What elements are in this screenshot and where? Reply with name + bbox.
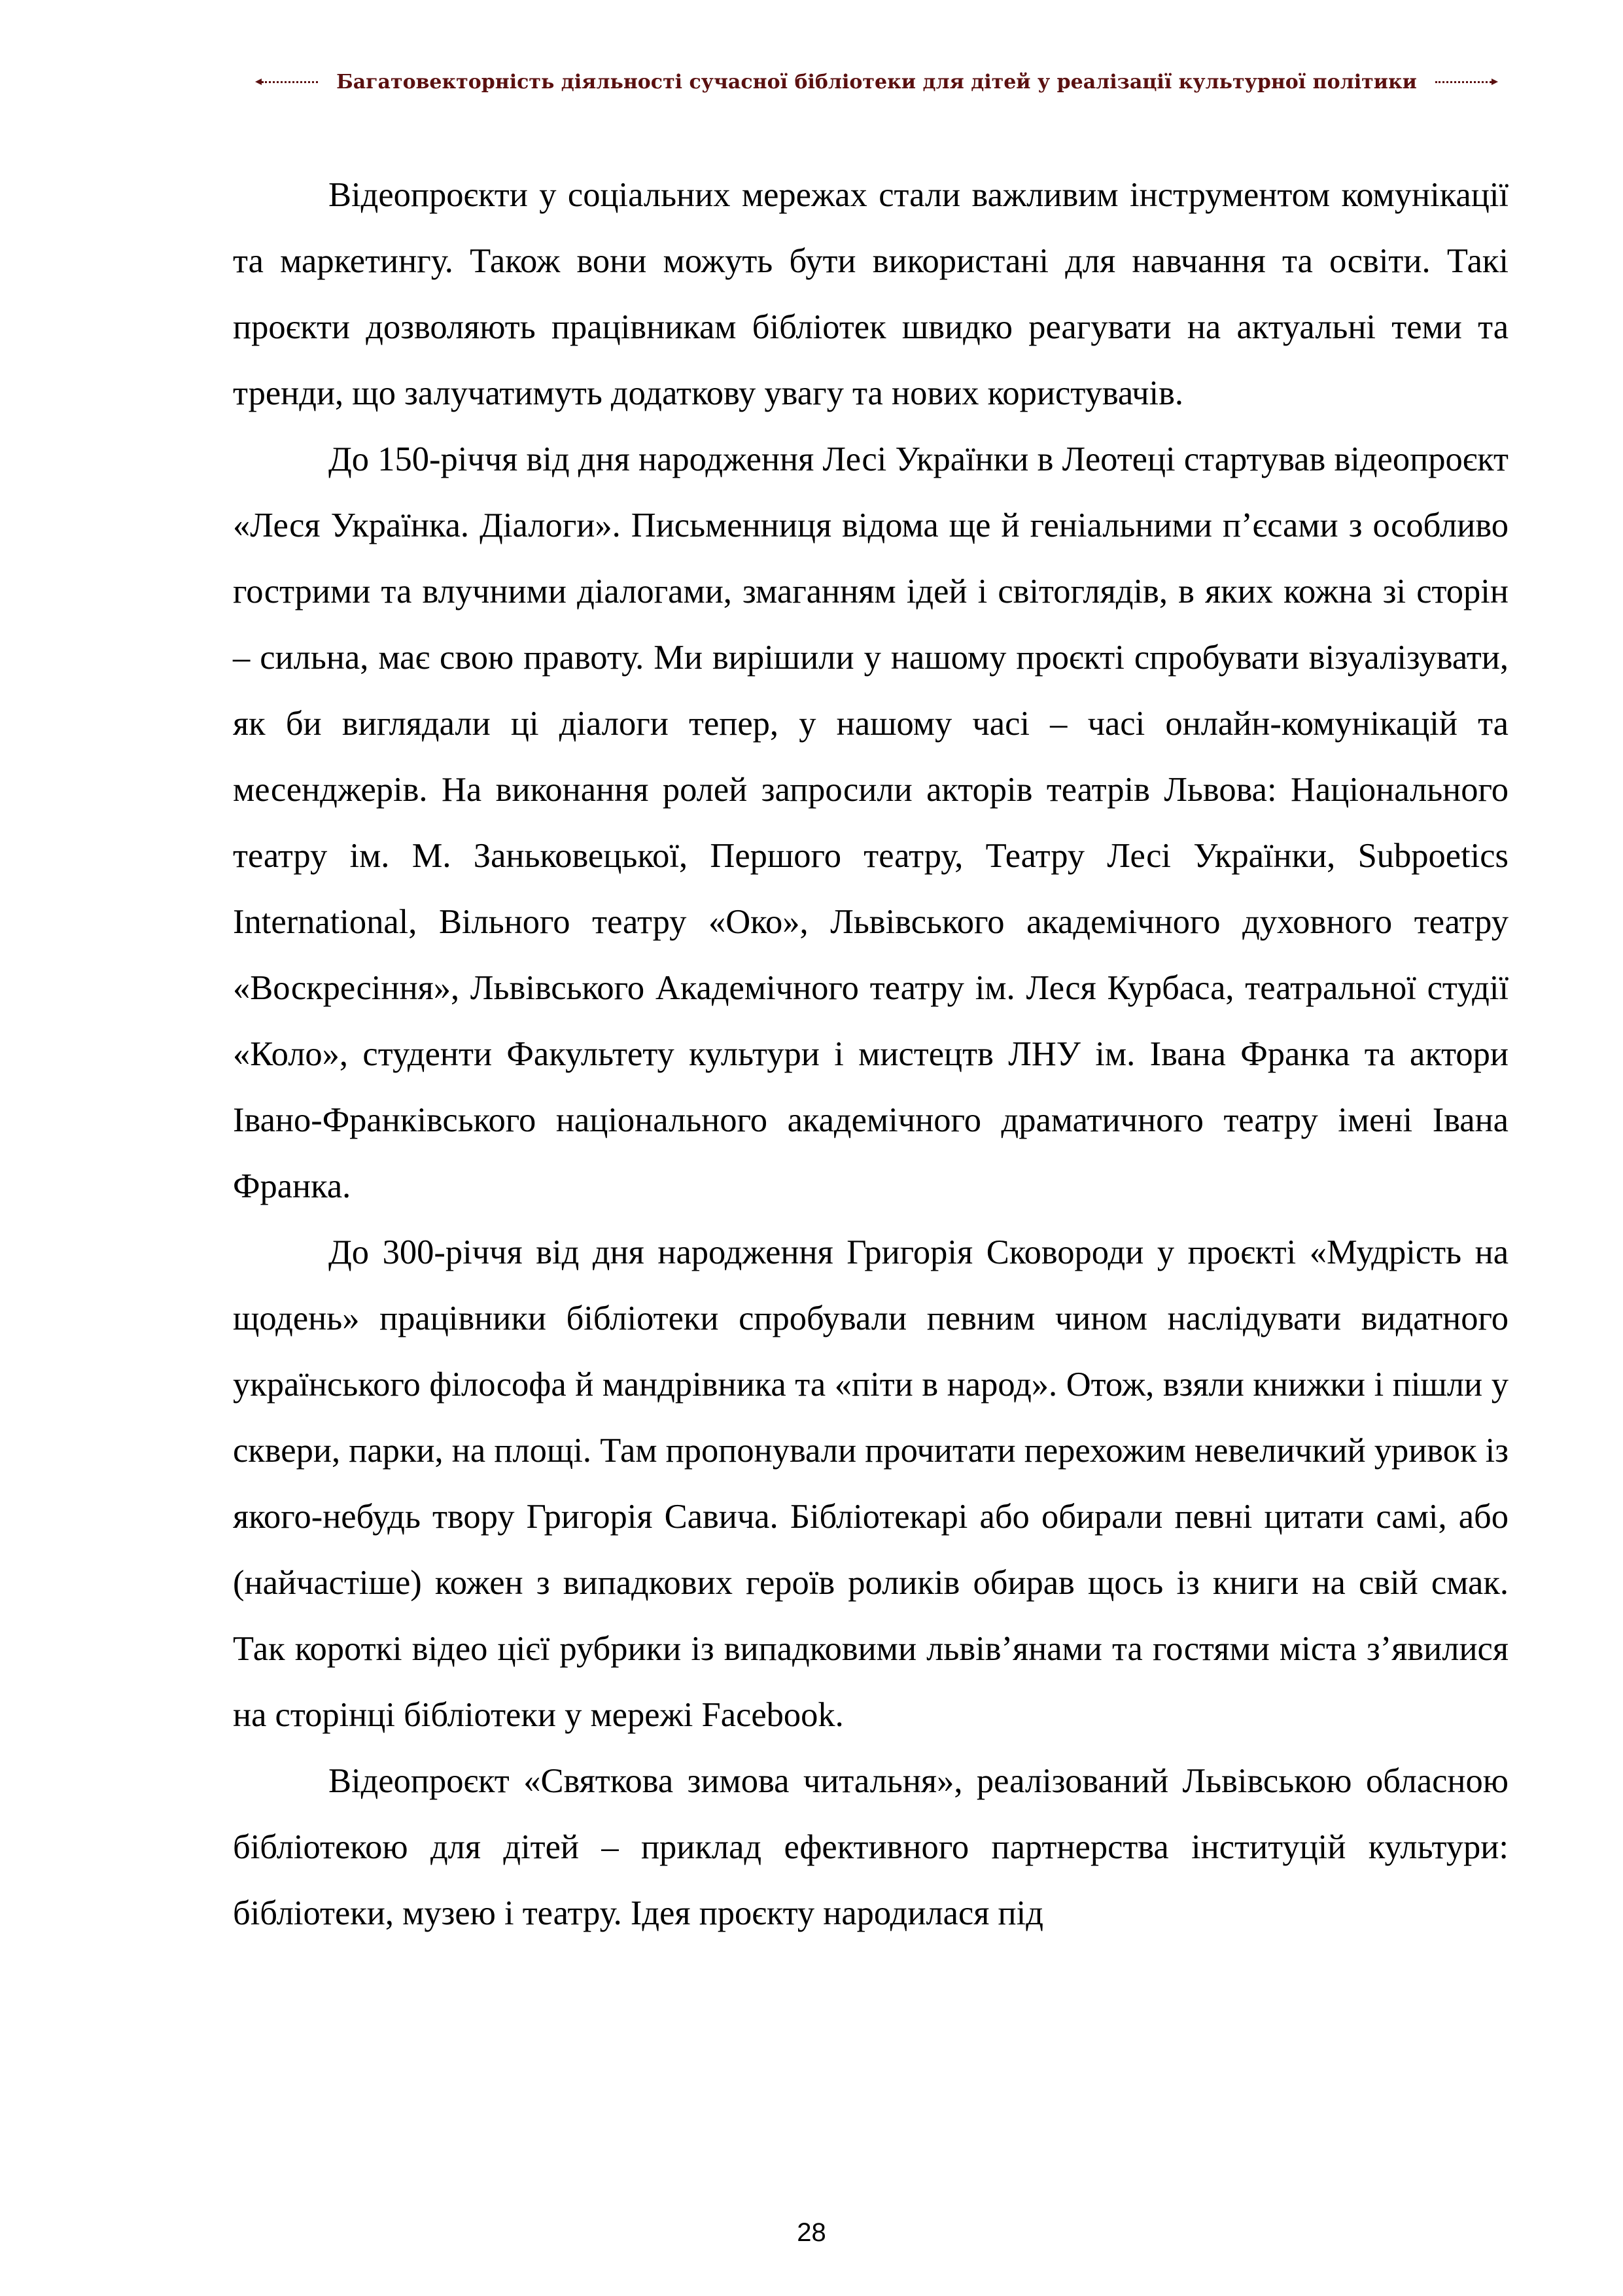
header-rule-right: [1435, 79, 1498, 85]
arrow-left-icon: [255, 79, 262, 85]
header-title: Багатовекторність діяльності сучасної бібліотеки для дітей у реалізації культурної політики: [336, 70, 1417, 94]
page-number: 28: [797, 2218, 826, 2247]
header-rule-left: [255, 79, 318, 85]
paragraph-video-projects: Відеопроєкти у соціальних мережах стали важливим інструментом комунікації та маркетингу. Також вони можуть бути використані для навчання та освіти. Такі проєкти дозволяють працівникам бібліотек швидко реагувати на актуальні теми та тренди, що залучатимуть додаткову увагу та нових користувачів.: [233, 176, 1509, 412]
dotted-line: [1435, 81, 1492, 83]
arrow-right-icon: [1492, 79, 1498, 85]
running-header: [255, 62, 1498, 101]
paragraph-skovoroda: До 300-річчя від дня народження Григорія Сковороди у проєкті «Мудрість на щодень» працівники бібліотеки спробували певним чином наслідувати видатного українського філософа й мандрівника та «піти в народ». Отож, взяли книжки і пішли у сквери, парки, на площі. Там пропонували прочитати перехожим невеличкий уривок із якого-небудь твору Григорія Савича. Бібліотекарі або обирали певні цитати самі, або (найчастіше) кожен з випадкових героїв роликів обирав щось із книги на свій смак. Так короткі відео цієї рубрики із випадковими львів’янами та гостями міста з’явилися на сторінці бібліотеки у мережі Facebook.: [233, 1233, 1509, 1734]
paragraph-lesya-ukrainka: До 150-річчя від дня народження Лесі Українки в Леотеці стартував відеопроєкт «Леся Українка. Діалоги». Письменниця відома ще й геніальними п’єсами з особливо гострими та влучними діалогами, змаганням ідей і світоглядів, в яких кожна зі сторін – сильна, має свою правоту. Ми вирішили у нашому проєкті спробувати візуалізувати, як би виглядали ці діалоги тепер, у нашому часі – часі онлайн-комунікацій та месенджерів. На виконання ролей запросили акторів театрів Львова: Національного театру ім. М. Заньковецької, Першого театру, Театру Лесі Українки, Subpoetics International, Вільного театру «Око», Львівського академічного духовного театру «Воскресіння», Львівського Академічного театру ім. Леся Курбаса, театральної студії «Коло», студенти Факультету культури і мистецтв ЛНУ ім. Івана Франка та актори Івано-Франківського національного академічного драматичного театру імені Івана Франка.: [233, 440, 1509, 1205]
dotted-line: [262, 81, 318, 83]
body-text: [233, 162, 1509, 1947]
paragraph-winter-reading-room: Відеопроєкт «Святкова зимова читальня», реалізований Львівською обласною бібліотекою для дітей – приклад ефективного партнерства інституцій культури: бібліотеки, музею і театру. Ідея проєкту народилася під: [233, 1762, 1509, 1932]
